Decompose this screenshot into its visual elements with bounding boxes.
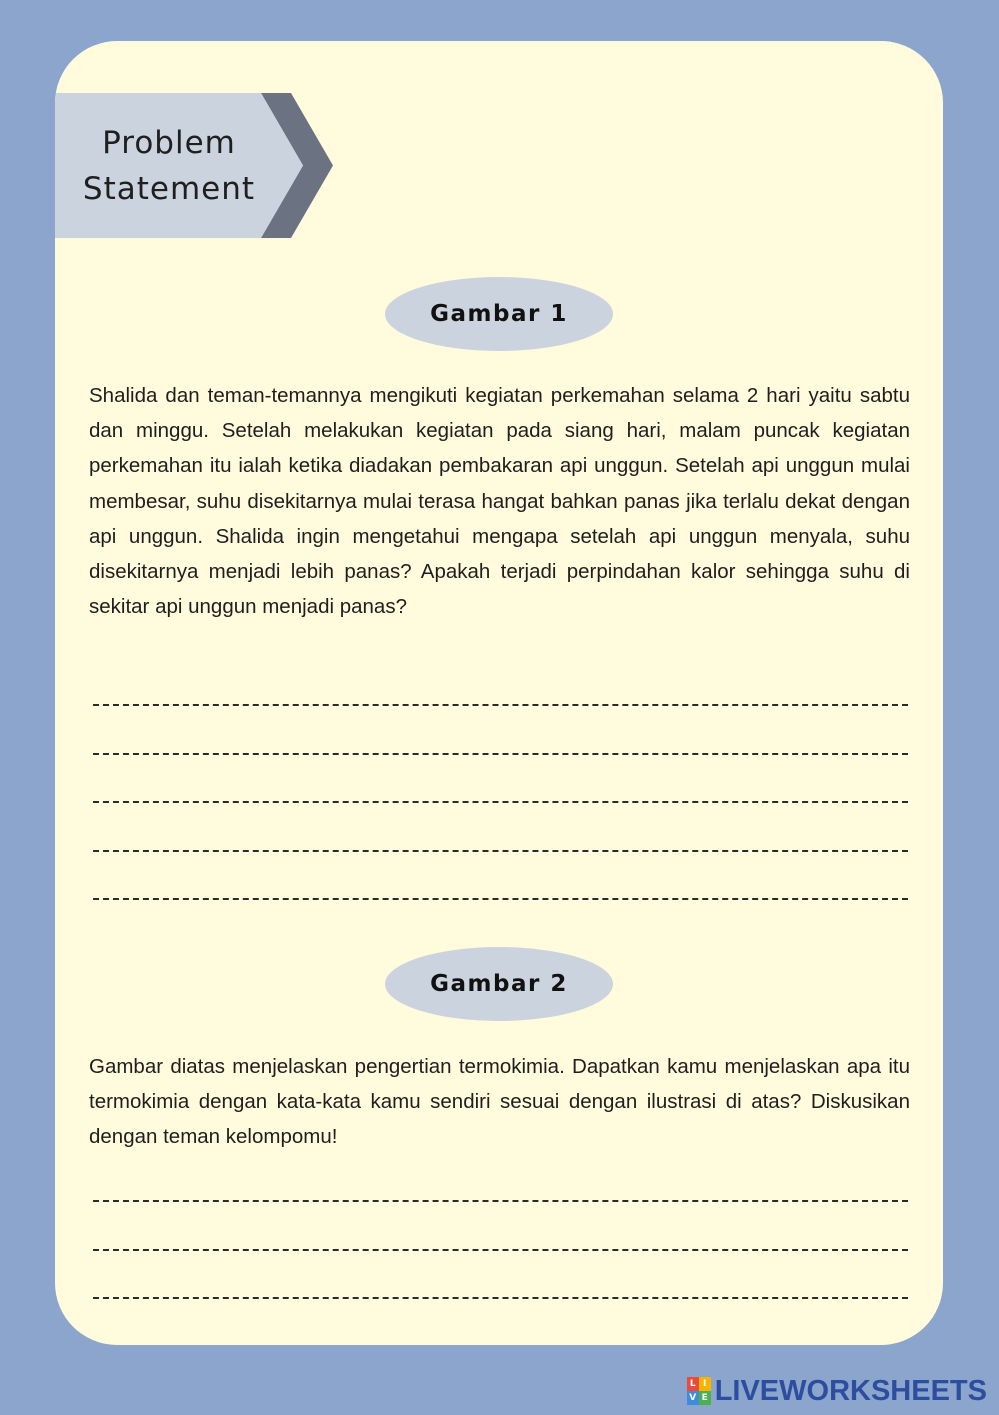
answer-line[interactable]: [93, 829, 908, 878]
banner-title: Problem Statement: [82, 124, 256, 207]
answer-line[interactable]: [93, 877, 908, 926]
worksheet-card: [55, 41, 943, 1345]
gambar-1-answer-lines[interactable]: [93, 683, 908, 926]
answer-line[interactable]: [93, 1228, 908, 1277]
answer-line[interactable]: [93, 1179, 908, 1228]
gambar-2-label: Gambar 2: [385, 947, 613, 1021]
answer-line[interactable]: [93, 683, 908, 732]
answer-line[interactable]: [93, 732, 908, 781]
gambar-1-label: Gambar 1: [385, 277, 613, 351]
answer-line[interactable]: [93, 1276, 908, 1325]
answer-line[interactable]: [93, 780, 908, 829]
liveworksheets-footer: [687, 1374, 987, 1408]
problem-statement-banner: [55, 93, 335, 238]
gambar-2-answer-lines[interactable]: [93, 1179, 908, 1325]
gambar-2-paragraph: Gambar diatas menjelaskan pengertian termokimia. Dapatkan kamu menjelaskan apa itu termokimia dengan kata-kata kamu sendiri sesuai dengan ilustrasi di atas? Diskusikan dengan teman kelompomu!: [89, 1055, 910, 1149]
liveworksheets-logo-icon: L I V E: [687, 1377, 711, 1405]
gambar-1-paragraph: Shalida dan teman-temannya mengikuti kegiatan perkemahan selama 2 hari yaitu sabtu dan minggu. Setelah melakukan kegiatan pada siang hari, malam puncak kegiatan perkemahan itu ialah ketika diadakan pembakaran api unggun. Setelah api unggun mulai membesar, suhu disekitarnya mulai terasa hangat bahkan panas jika terlalu dekat dengan api unggun. Shalida ingin mengetahui mengapa setelah api unggun menyala, suhu disekitarnya menjadi lebih panas? Apakah terjadi perpindahan kalor sehingga suhu di sekitar api unggun menjadi panas?: [89, 384, 910, 619]
brand-name: LIVEWORKSHEETS: [714, 1374, 987, 1407]
